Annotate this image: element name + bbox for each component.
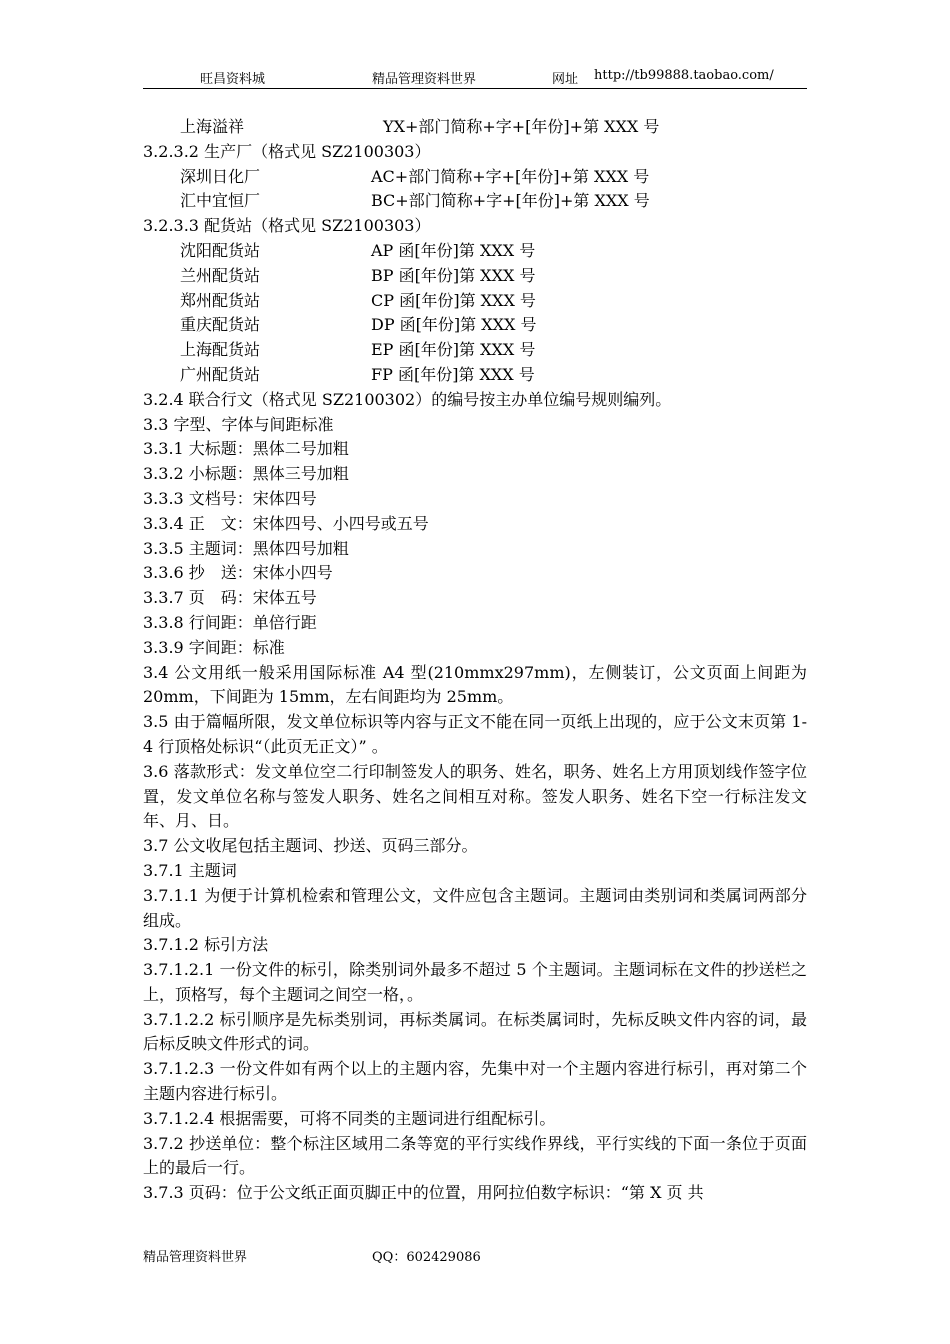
text-line: 3.3.6 抄 送：宋体小四号 (143, 563, 333, 583)
section-heading: 3.2.3.2 生产厂（格式见 SZ2100303） (143, 141, 431, 161)
section-heading: 3.7.1 主题词 (143, 860, 237, 880)
page-header (143, 68, 807, 88)
text-line: 3.7.1.2.4 根据需要，可将不同类的主题词进行组配标引。 (143, 1108, 556, 1128)
unit-name: 深圳日化厂 (180, 166, 261, 186)
unit-code: DP 函[年份]第 XXX 号 (371, 315, 537, 335)
text-line: 3.7.3 页码：位于公文纸正面页脚正中的位置，用阿拉伯数字标识：“第 X 页 共 (143, 1183, 704, 1203)
unit-code: CP 函[年份]第 XXX 号 (371, 290, 536, 310)
code-row-lanzhou (143, 264, 807, 289)
header-left-text: 旺昌资料城 (200, 72, 266, 87)
section-heading: 3.2.3.3 配货站（格式见 SZ2100303） (143, 216, 431, 236)
unit-name: 汇中宜恒厂 (180, 191, 261, 211)
text-line: 3.3.9 字间距：标准 (143, 637, 285, 657)
header-center-text: 精品管理资料世界 (372, 72, 477, 87)
paragraph: 3.5 由于篇幅所限，发文单位标识等内容与正文不能在同一页纸上出现的，应于公文末页第 1-4 行顶格处标识“（此页无正文）” 。 (143, 712, 807, 756)
unit-code: BP 函[年份]第 XXX 号 (371, 265, 536, 285)
paragraph: 3.4 公文用纸一般采用国际标准 A4 型(210mmx297mm)，左侧装订，公文页面上间距为 20mm，下间距为 15mm，左右间距均为 25mm。 (143, 662, 807, 707)
code-row-shanghai (143, 338, 807, 363)
code-row-shenzhen (143, 165, 807, 190)
unit-name: 上海溢祥 (180, 117, 245, 136)
text-line: 3.3.5 主题词：黑体四号加粗 (143, 538, 349, 558)
code-row-guangzhou (143, 363, 807, 388)
code-row-shanghai-yixiang (143, 115, 807, 140)
paragraph: 3.6 落款形式：发文单位空二行印制签发人的职务、姓名，职务、姓名上方用顶划线作签字位置，发文单位名称与签发人职务、姓名之间相互对称。签发人职务、姓名下空一行标注发文年、月、日。 (143, 761, 807, 831)
page-footer (143, 1246, 807, 1266)
unit-code: AC+部门简称+字+[年份]+第 XXX 号 (371, 166, 650, 186)
code-row-chongqing (143, 313, 807, 338)
unit-code: BC+部门简称+字+[年份]+第 XXX 号 (371, 191, 650, 211)
text-line: 3.7 公文收尾包括主题词、抄送、页码三部分。 (143, 836, 478, 856)
code-row-zhengzhou (143, 289, 807, 314)
unit-code: FP 函[年份]第 XXX 号 (371, 364, 535, 384)
paragraph: 3.7.1.1 为便于计算机检索和管理公文，文件应包含主题词。主题词由类别词和类属词两部分组成。 (143, 885, 807, 930)
unit-name: 上海配货站 (180, 340, 261, 360)
text-line: 3.3.3 文档号：宋体四号 (143, 488, 317, 508)
section-heading: 3.3 字型、字体与间距标准 (143, 414, 334, 434)
paragraph: 3.7.1.2.2 标引顺序是先标类别词，再标类属词。在标类属词时，先标反映文件内容的词，最后标反映文件形式的词。 (143, 1009, 807, 1054)
text-line: 3.3.8 行间距：单倍行距 (143, 612, 317, 632)
unit-name: 重庆配货站 (180, 315, 261, 335)
unit-name: 广州配货站 (180, 364, 261, 384)
unit-name: 郑州配货站 (180, 290, 261, 310)
header-site-url: http://tb99888.taobao.com/ (594, 68, 774, 83)
header-site-label: 网址 (552, 72, 579, 87)
unit-code: AP 函[年份]第 XXX 号 (371, 240, 536, 260)
header-divider (143, 88, 807, 89)
unit-code: EP 函[年份]第 XXX 号 (371, 340, 536, 360)
text-line: 3.2.4 联合行文（格式见 SZ2100302）的编号按主办单位编号规则编列。 (143, 389, 672, 409)
text-line: 3.3.1 大标题：黑体二号加粗 (143, 439, 349, 459)
code-row-shenyang (143, 239, 807, 264)
text-line: 3.3.4 正 文：宋体四号、小四号或五号 (143, 513, 429, 533)
paragraph: 3.7.1.2.3 一份文件如有两个以上的主题内容，先集中对一个主题内容进行标引，再对第二个主题内容进行标引。 (143, 1059, 807, 1104)
document-body (143, 115, 807, 1206)
code-row-huizhong (143, 189, 807, 214)
unit-name: 沈阳配货站 (180, 240, 261, 260)
unit-code: YX+部门简称+字+[年份]+第 XXX 号 (383, 117, 660, 136)
unit-name: 兰州配货站 (180, 265, 261, 285)
text-line: 3.3.7 页 码：宋体五号 (143, 588, 317, 608)
footer-qq-text: QQ：602429086 (372, 1250, 481, 1265)
paragraph: 3.7.2 抄送单位：整个标注区域用二条等宽的平行实线作界线，平行实线的下面一条位于页面上的最后一行。 (143, 1133, 807, 1178)
paragraph: 3.7.1.2.1 一份文件的标引，除类别词外最多不超过 5 个主题词。主题词标在文件的抄送栏之上，顶格写，每个主题词之间空一格，。 (143, 960, 807, 1004)
section-heading: 3.7.1.2 标引方法 (143, 935, 269, 955)
footer-left-text: 精品管理资料世界 (143, 1250, 248, 1265)
text-line: 3.3.2 小标题：黑体三号加粗 (143, 464, 349, 484)
